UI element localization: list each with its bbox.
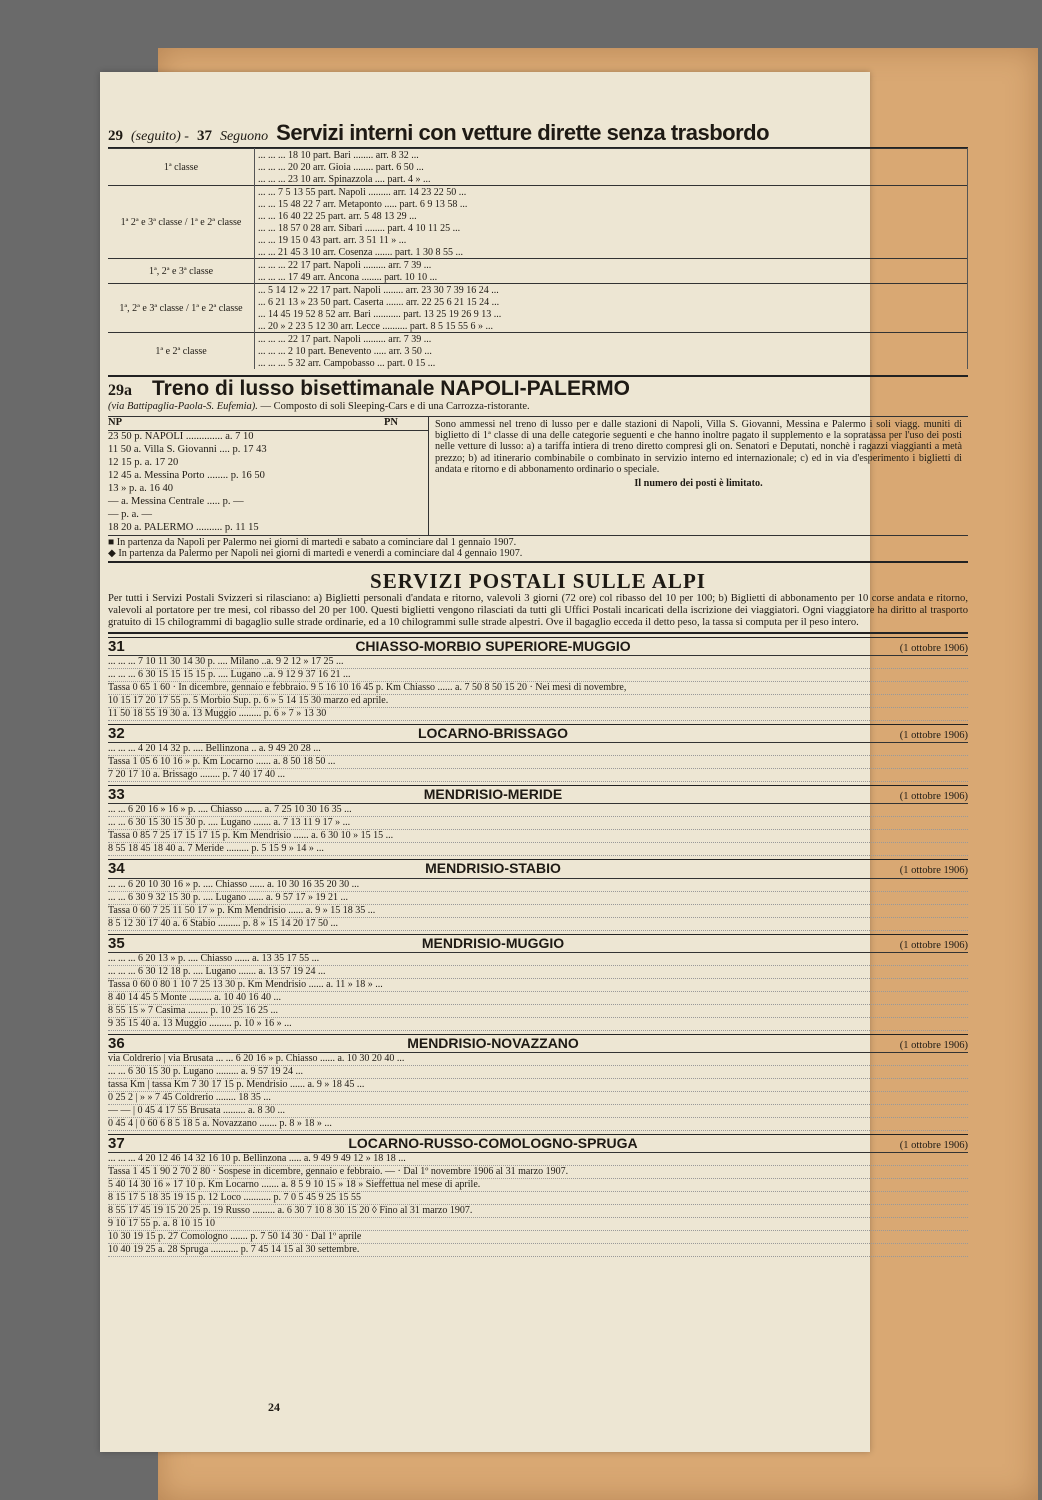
route-date: (1 ottobre 1906) [899,1140,968,1152]
class-label: 1ª 2ª e 3ª classe / 1ª e 2ª classe [108,186,255,259]
route-row: Tassa 0 65 1 60 · In dicembre, gennaio e febbraio. 9 5 16 10 16 45 p. Km Chiasso ...... a. 7 50 8 50 15 20 · Nei mesi di novembre, [108,682,968,695]
luxury-row: 18 20 a. PALERMO .......... p. 11 15 [108,521,259,533]
col-np: NP [108,416,122,428]
header-range-end: 37 [196,128,212,144]
service-row-text: ... ... 7 5 13 55 part. Napoli ......... arr. 14 23 22 50 ... [255,186,968,199]
header-number: 29 [108,128,123,144]
page-header [108,120,968,148]
postal-text: Per tutti i Servizi Postali Svizzeri si rilasciano: a) Biglietti personali d'andata e ritorno, valevoli 3 giorni (72 ore) col ribasso del 10 per 100; b) Biglietti di abbonamento per 10 corse andata e ritorno, valevoli al portatore per tre mesi, col ribasso del 20 per 100. Questi biglietti vengono rilasciati da tutti gli Uffici Postali incaricati della iscrizione dei viaggiatori. Ogni viaggiatore ha diritto al trasporto gratuito di 15 chilogrammi di bagaglio sulle strade ordinarie, ed a 10 chilogrammi sulle strade alpestri. Ove il bagaglio ecceda il detto peso, la tassa si computa per il peso intero. [108,593,968,634]
direct-services-table [108,148,968,369]
service-row-text: ... ... 19 15 0 43 part. arr. 3 51 11 » ... [255,234,968,246]
service-row [108,333,968,346]
route-row: Tassa 1 45 1 90 2 70 2 80 · Sospese in dicembre, gennaio e febbraio. — · Dal 1º novembre 1906 al 31 marzo 1907. [108,1166,968,1179]
route-title: MENDRISIO-MUGGIO [421,934,565,951]
service-row-text: ... 5 14 12 » 22 17 part. Napoli ........ arr. 23 30 7 39 16 24 ... [255,284,968,297]
luxury-title: Treno di lusso bisettimanale NAPOLI-PALERMO [152,377,631,401]
route-row: 9 35 15 40 a. 13 Muggio ......... p. 10 » 16 » ... [108,1018,968,1031]
service-row-text: ... ... ... 20 20 arr. Gioia ........ part. 6 50 ... [255,161,968,173]
service-row-text: ... ... ... 2 10 part. Benevento ..... arr. 3 50 ... [255,345,968,357]
route-row: ... ... ... 4 20 14 32 p. .... Bellinzona .. a. 9 49 20 28 ... [108,743,968,756]
route-35 [108,934,968,1031]
service-row-text: ... ... 18 57 0 28 arr. Sibari ........ part. 4 10 11 25 ... [255,222,968,234]
route-date: (1 ottobre 1906) [899,1039,968,1051]
route-row: ... ... 6 20 10 30 16 » p. .... Chiasso ...... a. 10 30 16 35 20 30 ... [108,879,968,892]
luxury-timetable [108,417,429,535]
service-row [108,284,968,297]
class-label: 1ª classe [108,149,255,186]
class-label: 1ª, 2ª e 3ª classe / 1ª e 2ª classe [108,284,255,333]
header-seguito: (seguito) - [131,129,189,144]
route-row: 8 55 18 45 18 40 a. 7 Meride ......... p. 5 15 9 » 14 » ... [108,843,968,856]
route-row: 10 30 19 15 p. 27 Comologno ....... p. 7 50 14 30 · Dal 1º aprile [108,1231,968,1244]
timetable-content [108,120,968,1257]
page-number: 24 [268,1400,280,1414]
route-date: (1 ottobre 1906) [899,642,968,654]
route-title: MENDRISIO-MERIDE [423,786,563,803]
service-row-text: ... ... ... 18 10 part. Bari ........ arr. 8 32 ... [255,149,968,162]
route-row: — — | 0 45 4 17 55 Brusata ......... a. 8 30 ... [108,1105,968,1118]
service-row-text: ... 14 45 19 52 8 52 arr. Bari ........... part. 13 25 19 26 9 13 ... [255,308,968,320]
route-number: 31 [108,637,125,655]
route-date: (1 ottobre 1906) [899,939,968,951]
route-37 [108,1134,968,1257]
route-row: 5 40 14 30 16 » 17 10 p. Km Locarno ....... a. 8 5 9 10 15 » 18 » Sieffettua nel mese di aprile. [108,1179,968,1192]
route-row: ... ... ... 4 20 12 46 14 32 16 10 p. Bellinzona ..... a. 9 49 9 49 12 » 18 18 ... [108,1153,968,1166]
class-label: 1ª e 2ª classe [108,333,255,370]
route-row: 0 45 4 | 0 60 6 8 5 18 5 a. Novazzano ....... p. 8 » 18 » ... [108,1118,968,1131]
route-date: (1 ottobre 1906) [899,865,968,877]
header-seguono: Seguono [219,129,269,144]
postal-routes [108,637,968,1258]
route-row: 7 20 17 10 a. Brissago ........ p. 7 40 17 40 ... [108,769,968,782]
luxury-row: — p. a. — [108,508,153,520]
luxury-row: 23 50 p. NAPOLI .............. a. 7 10 [108,430,254,442]
col-pn: PN [384,416,398,428]
route-row: Tassa 0 60 0 80 1 10 7 25 13 30 p. Km Mendrisio ...... a. 11 » 18 » ... [108,979,968,992]
service-row-text: ... ... 15 48 22 7 arr. Metaponto ..... part. 6 9 13 58 ... [255,198,968,210]
luxury-row: 12 45 a. Messina Porto ........ p. 16 50 [108,469,265,481]
route-row: 8 55 15 » 7 Casima ........ p. 10 25 16 25 ... [108,1005,968,1018]
route-row: Tassa 0 60 7 25 11 50 17 » p. Km Mendrisio ...... a. 9 » 15 18 35 ... [108,905,968,918]
service-row-text: ... ... 16 40 22 25 part. arr. 5 48 13 29 ... [255,210,968,222]
route-32 [108,724,968,782]
class-label: 1ª, 2ª e 3ª classe [108,259,255,284]
luxury-row: 12 15 p. a. 17 20 [108,456,179,468]
route-number: 34 [108,860,125,878]
route-row: ... ... ... 6 30 12 18 p. .... Lugano ....... a. 13 57 19 24 ... [108,966,968,979]
luxury-row: 11 50 a. Villa S. Giovanni .... p. 17 43 [108,443,267,455]
route-title: LOCARNO-RUSSO-COMOLOGNO-SPRUGA [348,1135,638,1152]
route-row: 11 50 18 55 19 30 a. 13 Muggio ......... p. 6 » 7 » 13 30 [108,708,968,721]
route-34 [108,859,968,930]
luxury-limit: Il numero dei posti è limitato. [634,477,763,489]
service-row [108,149,968,162]
route-row: ... ... 6 20 16 » 16 » p. .... Chiasso ....... a. 7 25 10 30 16 35 ... [108,804,968,817]
service-row-text: ... 20 » 2 23 5 12 30 arr. Lecce .......... part. 8 5 15 55 6 » ... [255,320,968,333]
route-row: ... ... 6 30 15 30 p. Lugano ......... a. 9 57 19 24 ... [108,1066,968,1079]
route-row: Tassa 1 05 6 10 16 » p. Km Locarno ...... a. 8 50 18 50 ... [108,756,968,769]
route-row: 10 40 19 25 a. 28 Spruga ........... p. 7 45 14 15 al 30 settembre. [108,1244,968,1257]
route-number: 32 [108,724,125,742]
luxury-text: Sono ammessi nel treno di lusso per e dalle stazioni di Napoli, Villa S. Giovanni, Messina e Palermo i soli viagg. muniti di biglietto di 1ª classe di una delle categorie seguenti e che hanno inoltre pagato il supplemento e la sopratassa per l'uso dei posti nelle vetture di lusso: a) a tariffa intiera di treno diretto compresi gli on. Senatori e Deputati, nonchè i ragazzi viaggianti a metà prezzo; b) ad itinerario combinabile o combinato in servizio interno ed internazionale; c) ed in via d'esperimento i biglietti di andata e ritorno e di abbonamento ordinario o speciale. [435,418,962,476]
luxury-conditions [429,417,968,535]
route-row: 8 40 14 45 5 Monte ......... a. 10 40 16 40 ... [108,992,968,1005]
route-title: LOCARNO-BRISSAGO [417,724,569,741]
route-row: ... ... 6 30 15 30 15 30 p. .... Lugano ....... a. 7 13 11 9 17 » ... [108,817,968,830]
route-31 [108,637,968,721]
route-row: 9 10 17 55 p. a. 8 10 15 10 [108,1218,968,1231]
route-33 [108,785,968,856]
route-number: 35 [108,934,125,952]
route-number: 33 [108,786,125,804]
route-title: MENDRISIO-STABIO [425,860,561,877]
luxury-row: 13 » p. a. 16 40 [108,482,174,494]
service-row-text: ... ... 21 45 3 10 arr. Cosenza ....... part. 1 30 8 55 ... [255,246,968,259]
route-title: MENDRISIO-NOVAZZANO [407,1034,579,1051]
route-row: ... ... ... 6 30 15 15 15 15 p. .... Lugano ..a. 9 12 9 37 16 21 ... [108,669,968,682]
route-row: ... ... ... 6 20 13 » p. .... Chiasso ...... a. 13 35 17 55 ... [108,953,968,966]
header-title: Servizi interni con vetture dirette senza trasbordo [276,120,770,145]
luxury-number: 29a [108,382,132,400]
luxury-row: — a. Messina Centrale ..... p. — [108,495,244,507]
route-row: via Coldrerio | via Brusata ... ... 6 20 16 » p. Chiasso ...... a. 10 30 20 40 ... [108,1053,968,1066]
route-row: ... ... 6 30 9 32 15 30 p. .... Lugano ...... a. 9 57 17 » 19 21 ... [108,892,968,905]
route-number: 37 [108,1135,125,1153]
route-title: CHIASSO-MORBIO SUPERIORE-MUGGIO [355,637,631,654]
note-1: In partenza da Napoli per Palermo nei giorni di martedì e sabato a cominciare dal 1 gennaio 1907. [116,536,517,548]
service-row-text: ... ... ... 5 32 arr. Campobasso ... part. 0 15 ... [255,357,968,369]
service-row-text: ... ... ... 22 17 part. Napoli ......... arr. 7 39 ... [255,259,968,272]
service-row [108,259,968,272]
route-date: (1 ottobre 1906) [899,729,968,741]
luxury-composition: — Composto di soli Sleeping-Cars e di una Carrozza-ristorante. [260,401,530,413]
service-row-text: ... ... ... 23 10 arr. Spinazzola .... part. 4 » ... [255,173,968,186]
route-row: 8 55 17 45 19 15 20 25 p. 19 Russo ......... a. 6 30 7 10 8 30 15 20 ◊ Fino al 31 marzo 1907. [108,1205,968,1218]
service-row-text: ... ... ... 22 17 part. Napoli ......... arr. 7 39 ... [255,333,968,346]
service-row [108,186,968,199]
luxury-train-section [108,375,968,563]
route-row: tassa Km | tassa Km 7 30 17 15 p. Mendrisio ...... a. 9 » 18 45 ... [108,1079,968,1092]
route-row: 8 15 17 5 18 35 19 15 p. 12 Loco ........... p. 7 0 5 45 9 25 15 55 [108,1192,968,1205]
postal-title: SERVIZI POSTALI SULLE ALPI [370,568,706,593]
luxury-notes: ■ In partenza da Napoli per Palermo nei giorni di martedì e sabato a cominciare dal 1 gennaio 1907. ◆ In partenza da Palermo per Napoli nei giorni di martedì e venerdì a cominciare dal 4 gennaio 1907. [108,536,968,563]
route-row: 8 5 12 30 17 40 a. 6 Stabio ......... p. 8 » 15 14 20 17 50 ... [108,918,968,931]
route-date: (1 ottobre 1906) [899,791,968,803]
route-number: 36 [108,1034,125,1052]
route-row: 10 15 17 20 17 55 p. 5 Morbio Sup. p. 6 » 5 14 15 30 marzo ed aprile. [108,695,968,708]
luxury-via: (via Battipaglia-Paola-S. Eufemia). [108,401,258,413]
service-row-text: ... 6 21 13 » 23 50 part. Caserta ....... arr. 22 25 6 21 15 24 ... [255,296,968,308]
route-36 [108,1034,968,1131]
note-2: In partenza da Palermo per Napoli nei giorni di martedì e venerdì a cominciare dal 4 gennaio 1907. [118,548,523,560]
route-row: ... ... ... 7 10 11 30 14 30 p. .... Milano ..a. 9 2 12 » 17 25 ... [108,656,968,669]
route-row: Tassa 0 85 7 25 17 15 17 15 p. Km Mendrisio ...... a. 6 30 10 » 15 15 ... [108,830,968,843]
service-row-text: ... ... ... 17 49 arr. Ancona ........ part. 10 10 ... [255,271,968,284]
route-row: 0 25 2 | » » 7 45 Coldrerio ........ 18 35 ... [108,1092,968,1105]
